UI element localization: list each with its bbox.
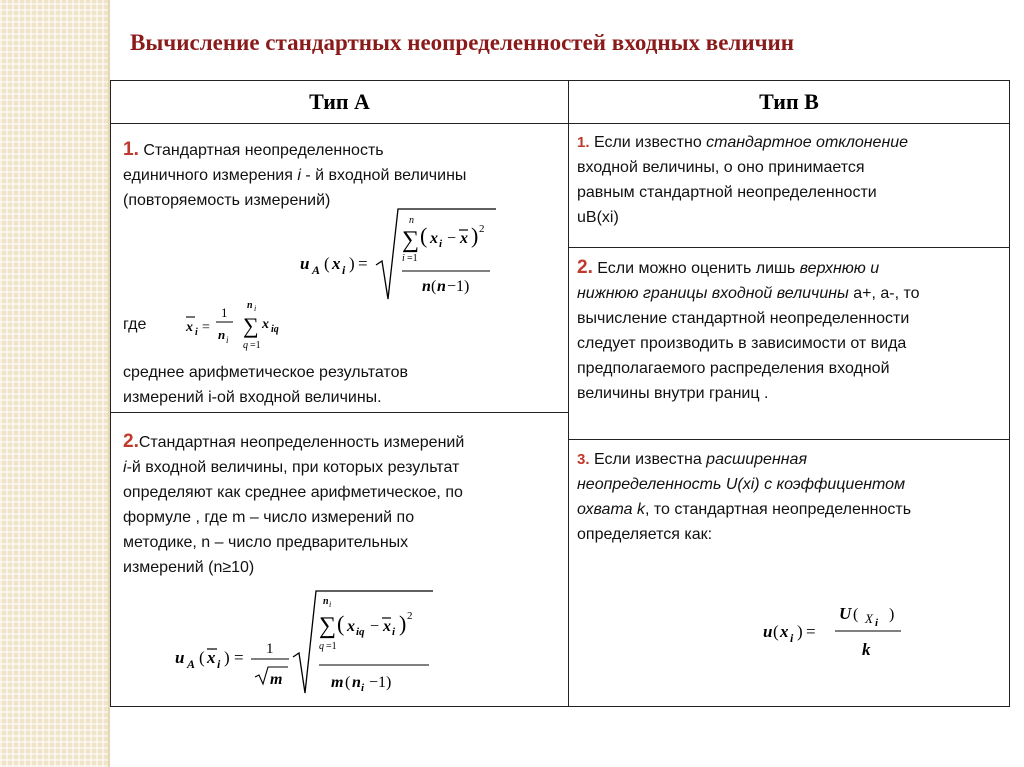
svg-text:∑: ∑ <box>319 613 337 639</box>
comparison-table <box>110 80 1010 707</box>
svg-text:u: u <box>300 254 310 273</box>
svg-text:i: i <box>329 600 332 609</box>
svg-text:i: i <box>195 327 198 338</box>
svg-text:): ) <box>399 611 407 636</box>
svg-text:−: − <box>447 230 457 247</box>
svg-text:=1: =1 <box>407 253 418 264</box>
svg-text:i: i <box>342 263 346 277</box>
svg-text:(: ( <box>773 622 779 641</box>
svg-text:(: ( <box>431 278 437 295</box>
svg-text:x: x <box>262 317 269 332</box>
svg-text:X: X <box>865 611 873 626</box>
item-number: 1. <box>123 139 139 160</box>
svg-text:x: x <box>460 230 468 247</box>
formula-ua-mean <box>171 587 441 699</box>
svg-text:−1): −1) <box>369 674 392 691</box>
svg-text:): ) <box>797 622 803 641</box>
type-b-item-2-text: 2. Если можно оценить лишь верхнюю и нижнюю границы входной величины а+, а-, то вычисление стандартной неопределенности следует производить в зависимости от вида предполагаемого распределения входной величины внутри границ . <box>577 257 920 402</box>
item-number: 3. <box>577 451 590 468</box>
svg-text:=1: =1 <box>250 340 261 351</box>
svg-text:x: x <box>383 618 391 635</box>
type-b-item-3-text: 3. Если известна расширенная неопределенность U(xi) с коэффициентом охвата k, то стандартная неопределенность определяется как: <box>577 451 912 543</box>
svg-text:(: ( <box>853 606 859 623</box>
svg-text:−: − <box>370 618 380 635</box>
formula-mean <box>183 297 293 353</box>
formula-u-expanded <box>759 593 909 663</box>
svg-text:): ) <box>224 648 230 667</box>
svg-text:n: n <box>352 674 361 691</box>
type-a-item-1-text: 1. Стандартная неопределенность единичного измерения i - й входной величины (повторяемость измерений) <box>123 139 467 209</box>
svg-text:n: n <box>218 327 226 342</box>
svg-text:q: q <box>243 340 248 351</box>
svg-text:m: m <box>331 674 344 691</box>
svg-text:i: i <box>790 631 794 645</box>
header-divider <box>111 123 1009 124</box>
svg-text:i: i <box>217 657 221 671</box>
svg-text:m: m <box>270 671 283 688</box>
svg-text:x: x <box>186 320 193 335</box>
svg-text:1: 1 <box>221 305 228 320</box>
svg-text:=: = <box>234 648 244 667</box>
svg-text:(: ( <box>345 674 351 691</box>
svg-text:x: x <box>332 254 341 273</box>
svg-text:=: = <box>358 254 368 273</box>
svg-text:q: q <box>319 641 324 652</box>
svg-text:(: ( <box>337 611 345 636</box>
svg-text:u: u <box>763 622 773 641</box>
type-b-item-1-text: 1. Если известно стандартное отклонение входной величины, о оно принимается равным стандартной неопределенности uB(xi) <box>577 134 909 226</box>
header-type-a: Тип А <box>309 89 370 114</box>
svg-text:=1: =1 <box>326 641 337 652</box>
svg-text:n: n <box>422 278 431 295</box>
svg-text:n: n <box>247 300 253 311</box>
svg-text:iq: iq <box>356 626 365 638</box>
item-number: 1. <box>577 134 590 151</box>
svg-text:n: n <box>409 215 414 226</box>
svg-text:(: ( <box>420 223 428 248</box>
svg-text:2: 2 <box>407 610 413 622</box>
type-b-row-divider-2 <box>568 439 1009 440</box>
svg-text:k: k <box>862 640 871 659</box>
svg-text:A: A <box>312 263 321 277</box>
slide-title: Вычисление стандартных неопределенностей входных величин <box>130 30 795 55</box>
svg-text:i: i <box>226 335 229 345</box>
type-b-row-divider-1 <box>568 247 1009 248</box>
svg-text:i: i <box>439 238 443 250</box>
svg-text:=: = <box>202 320 210 335</box>
svg-text:U: U <box>839 604 852 623</box>
svg-text:): ) <box>889 606 895 623</box>
item-number: 2. <box>123 431 139 452</box>
svg-text:∑: ∑ <box>402 227 420 253</box>
svg-text:x: x <box>347 618 355 635</box>
svg-text:x: x <box>780 622 789 641</box>
item-number: 2. <box>577 257 593 278</box>
svg-text:i: i <box>254 304 257 313</box>
svg-text:=: = <box>806 622 816 641</box>
svg-text:x: x <box>207 648 216 667</box>
svg-text:n: n <box>323 596 329 607</box>
column-divider <box>568 81 569 706</box>
svg-text:i: i <box>392 626 396 638</box>
where-label: где <box>123 316 147 333</box>
svg-text:iq: iq <box>271 324 279 335</box>
svg-text:n: n <box>437 278 446 295</box>
svg-text:): ) <box>349 254 355 273</box>
decorative-sidebar <box>0 0 108 767</box>
formula-ua-single <box>296 205 506 303</box>
svg-text:(: ( <box>324 254 330 273</box>
svg-text:i: i <box>402 253 405 264</box>
svg-text:i: i <box>875 617 879 629</box>
svg-text:1: 1 <box>266 641 274 657</box>
svg-text:∑: ∑ <box>243 313 259 338</box>
type-a-row-divider <box>111 412 568 413</box>
type-a-item-2-text: 2.Стандартная неопределенность измерений i-й входной величины, при которых результат определяют как среднее арифметическое, по формуле , где m – число измерений по методике, n – число предварительных измерений (n≥10) <box>123 431 465 576</box>
type-a-item-1-description: среднее арифметическое результатов измерений i-ой входной величины. <box>123 364 408 406</box>
svg-text:u: u <box>175 648 185 667</box>
svg-text:): ) <box>471 223 479 248</box>
header-type-b: Тип В <box>759 89 819 114</box>
svg-text:x: x <box>430 230 438 247</box>
svg-text:(: ( <box>199 648 205 667</box>
svg-text:2: 2 <box>479 223 485 235</box>
svg-text:A: A <box>187 657 196 671</box>
svg-text:i: i <box>361 682 365 694</box>
svg-text:−1): −1) <box>447 278 470 295</box>
